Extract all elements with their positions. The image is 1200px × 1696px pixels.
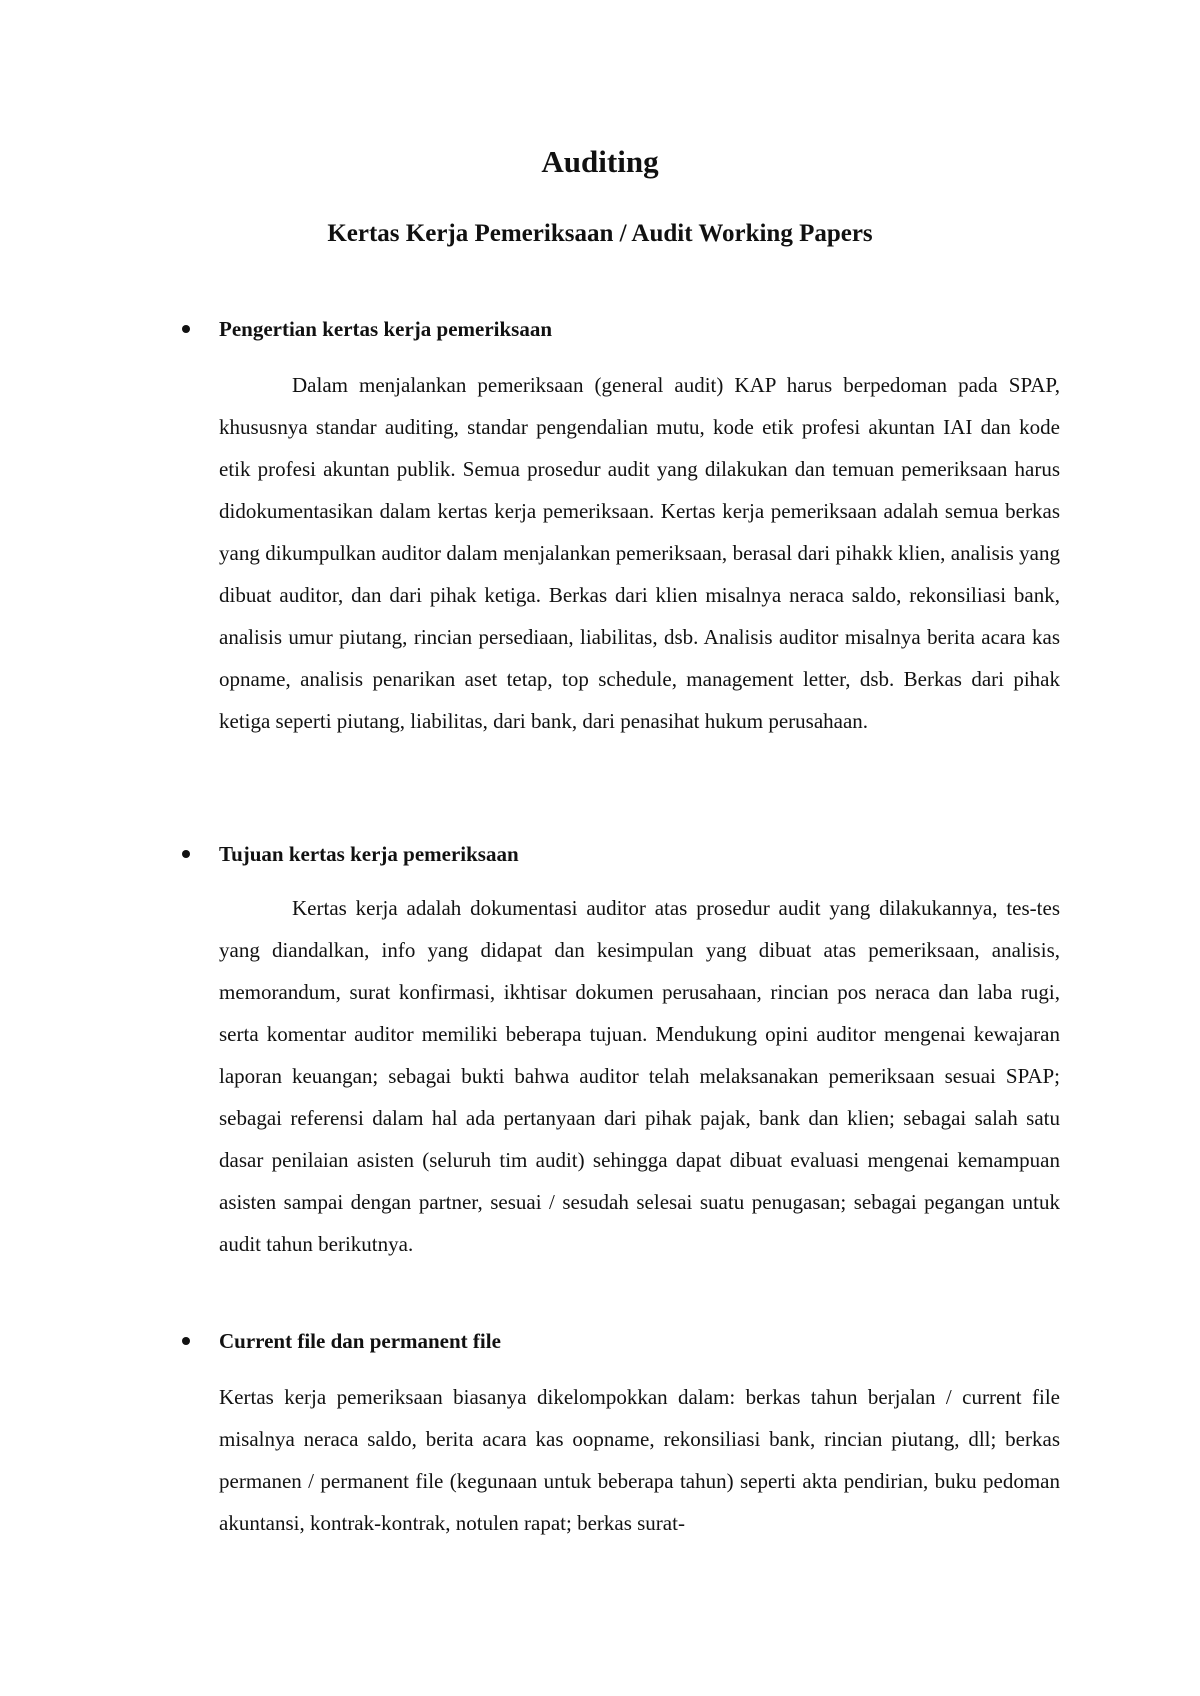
section-heading-text: Current file dan permanent file [219, 1329, 501, 1353]
section-heading-text: Pengertian kertas kerja pemeriksaan [219, 317, 553, 341]
bullet-icon [182, 850, 190, 858]
section-paragraph-tujuan: Kertas kerja adalah dokumentasi auditor atas prosedur audit yang dilakukannya, tes-tes yang diandalkan, info yang didapat dan kesimpulan yang dibuat atas pemeriksaan, analisis, memorandum, surat konfirmasi, ikhtisar dokumen perusahaan, rincian pos neraca dan laba rugi, serta komentar auditor memiliki beberapa tujuan. Mendukung opini auditor mengenai kewajaran laporan keuangan; sebagai bukti bahwa auditor telah melaksanakan pemeriksaan sesuai SPAP; sebagai referensi dalam hal ada pertanyaan dari pihak pajak, bank dan klien; sebagai salah satu dasar penilaian asisten (seluruh tim audit) sehingga dapat dibuat evaluasi mengenai kemampuan asisten sampai dengan partner, sesuai / sesudah selesai suatu penugasan; sebagai pegangan untuk audit tahun berikutnya. [219, 896, 1060, 1256]
section-heading-text: Tujuan kertas kerja pemeriksaan [219, 842, 519, 866]
bullet-icon [182, 325, 190, 333]
document-subtitle: Kertas Kerja Pemeriksaan / Audit Working Papers [327, 220, 873, 247]
section-paragraph-current-file: Kertas kerja pemeriksaan biasanya dikelompokkan dalam: berkas tahun berjalan / current file misalnya neraca saldo, berita acara kas oopname, rekonsiliasi bank, rincian piutang, dll; berkas permanen / permanent file (kegunaan untuk beberapa tahun) seperti akta pendirian, buku pedoman akuntansi, kontrak-kontrak, notulen rapat; berkas surat- [219, 1385, 1060, 1535]
section-paragraph-pengertian: Dalam menjalankan pemeriksaan (general audit) KAP harus berpedoman pada SPAP, khususnya standar auditing, standar pengendalian mutu, kode etik profesi akuntan IAI dan kode etik profesi akuntan publik. Semua prosedur audit yang dilakukan dan temuan pemeriksaan harus didokumentasikan dalam kertas kerja pemeriksaan. Kertas kerja pemeriksaan adalah semua berkas yang dikumpulkan auditor dalam menjalankan pemeriksaan, berasal dari pihakk klien, analisis yang dibuat auditor, dan dari pihak ketiga. Berkas dari klien misalnya neraca saldo, rekonsiliasi bank, analisis umur piutang, rincian persediaan, liabilitas, dsb. Analisis auditor misalnya berita acara kas opname, analisis penarikan aset tetap, top schedule, management letter, dsb. Berkas dari pihak ketiga seperti piutang, liabilitas, dari bank, dari penasihat hukum perusahaan. [219, 373, 1060, 733]
document-title: Auditing [541, 144, 659, 179]
section-heading-current-file [180, 1325, 1060, 1357]
section-heading-pengertian [180, 313, 1060, 345]
section-heading-tujuan [180, 838, 1060, 870]
bullet-icon [182, 1337, 190, 1345]
